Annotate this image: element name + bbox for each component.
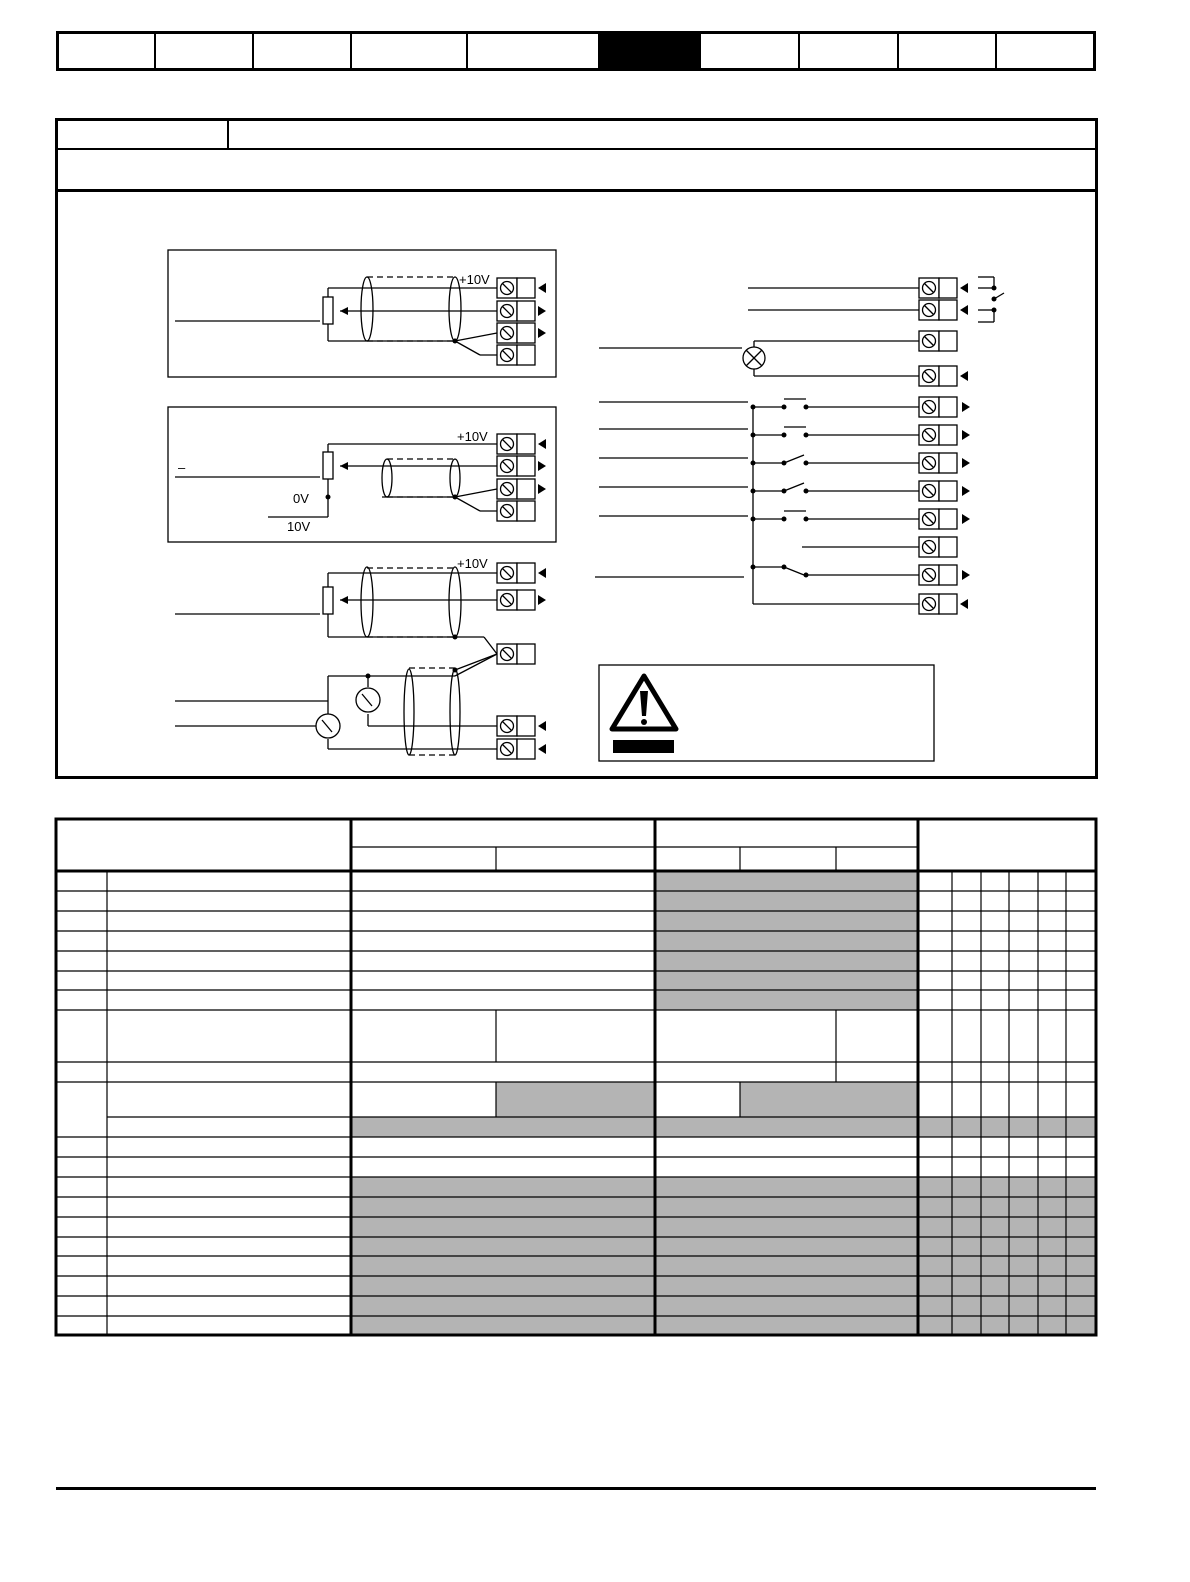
label-10v-c: +10V [457, 556, 488, 571]
label-10v-b: +10V [457, 429, 488, 444]
parameter-table [56, 819, 1096, 1335]
label-dash: – [178, 460, 186, 475]
label-10v-low: 10V [287, 519, 311, 534]
footer-rule [56, 1487, 1096, 1490]
warning-box [599, 665, 934, 761]
label-10v-a: +10V [459, 272, 490, 287]
label-0v: 0V [293, 491, 309, 506]
